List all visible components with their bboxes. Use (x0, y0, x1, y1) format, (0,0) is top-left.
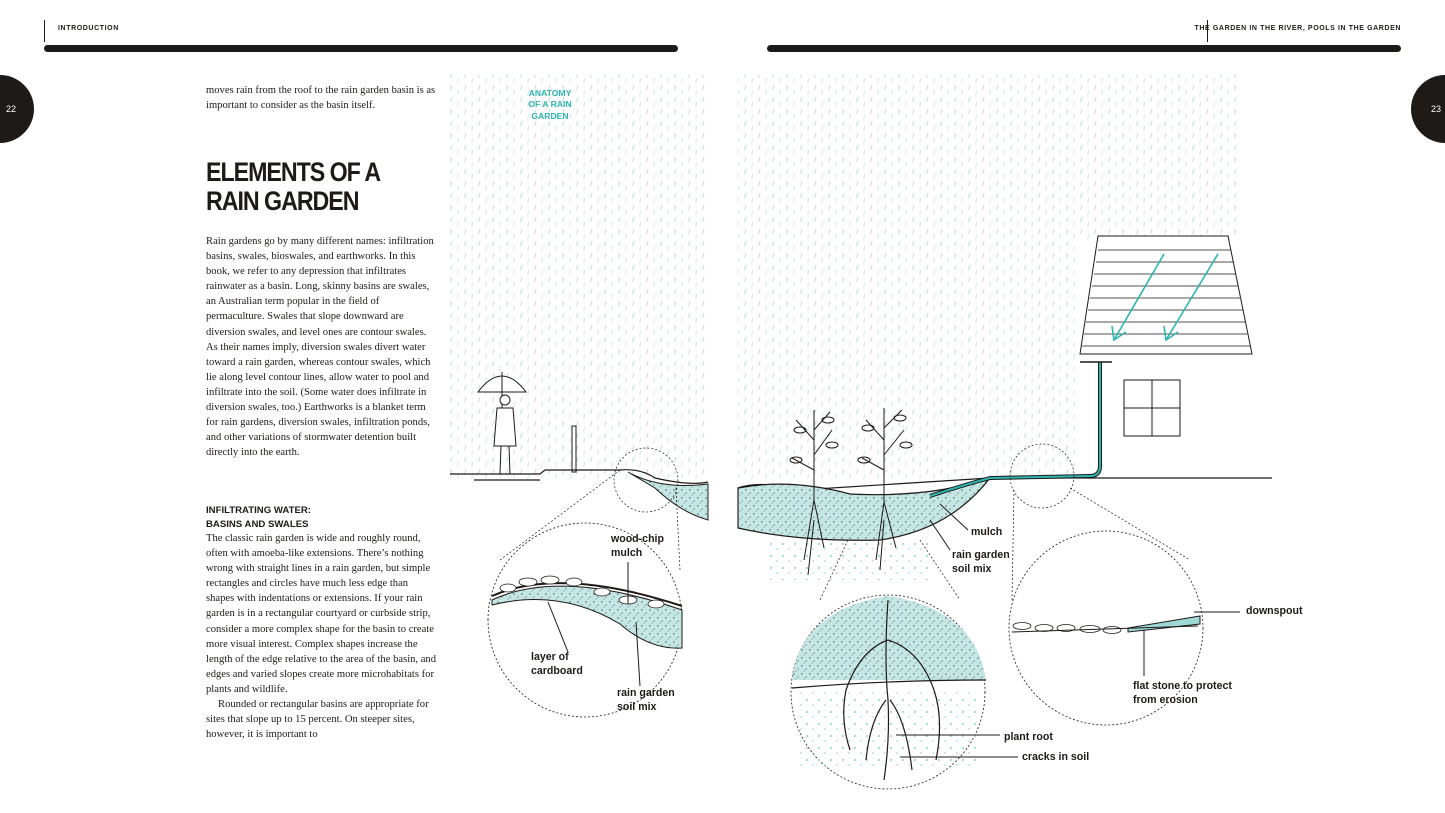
label-mulch: mulch (971, 526, 1003, 538)
body-paragraph-3-text: Rounded or rectangular basins are appropriate for sites that slope up to 15 percent. On steeper sites, however, it is important to (206, 699, 429, 741)
subheading-line-2: BASINS AND SWALES (206, 518, 309, 530)
subheading-line-1: INFILTRATING WATER: (206, 505, 311, 516)
label-wood-chip-mulch: wood-chip mulch (611, 533, 664, 559)
soil-dots-under-basin (770, 540, 930, 580)
label-cracks-in-soil: cracks in soil (1022, 751, 1090, 763)
label-flat-stone: flat stone to protect from erosion (1133, 680, 1232, 706)
root-detail-circle (791, 595, 1018, 789)
intro-paragraph: moves rain from the roof to the rain garden basin is as important to consider as the basin itself. (206, 85, 436, 112)
page-number-left: 22 (0, 75, 34, 143)
section-heading: ELEMENTS OF A RAIN GARDEN (206, 157, 380, 216)
rain-field-left (450, 75, 708, 480)
label-plant-root: plant root (1004, 731, 1053, 743)
label-downspout: downspout (1246, 605, 1303, 617)
figure-title: ANATOMY OF A RAIN GARDEN (528, 88, 572, 121)
body-paragraph-2-text: The classic rain garden is wide and roughly round, often with amoeba-like extensions. There’s nothing wrong with straight lines in a rain garden, but simple rectangles and circles have much less edge than shapes with indentations or extensions. If your rain garden is in a rectangular courtyard or curbside strip, consider a more complex shape for the basin to create more visual interest. Complex shapes increase the length of the edge relative to the area of the basin, and edges and varied slopes create more microhabitats for plants and wildlife. (206, 533, 437, 695)
label-soil-mix-left: rain garden soil mix (617, 687, 675, 713)
page-number-right: 23 (1411, 75, 1445, 143)
label-soil-mix-right: rain garden soil mix (952, 549, 1010, 575)
running-header-left: INTRODUCTION (58, 25, 119, 32)
label-cardboard: layer of cardboard (531, 651, 583, 677)
running-header-right: THE GARDEN IN THE RIVER, POOLS IN THE GARDEN (1194, 25, 1401, 32)
body-paragraph-1: Rain gardens go by many different names: infiltration basins, swales, bioswales, and earthworks. In this book, we refer to any depression that infiltrates rainwater as a basin. Long, skinny basins are swales, an Australian term popular in the field of permaculture. Swales that slope downward are diversion swales, and level ones are contour swales. As their names imply, diversion swales divert water toward a rain garden, whereas contour swales, which lie along level contour lines, allow water to pool and infiltrate into the soil. (Some water does infiltrate in diversion swales, too.) Earthworks is a blanket term for rain gardens, diversion swales, infiltration ponds, and other variations of stormwater detention built directly into the earth. (206, 236, 434, 459)
